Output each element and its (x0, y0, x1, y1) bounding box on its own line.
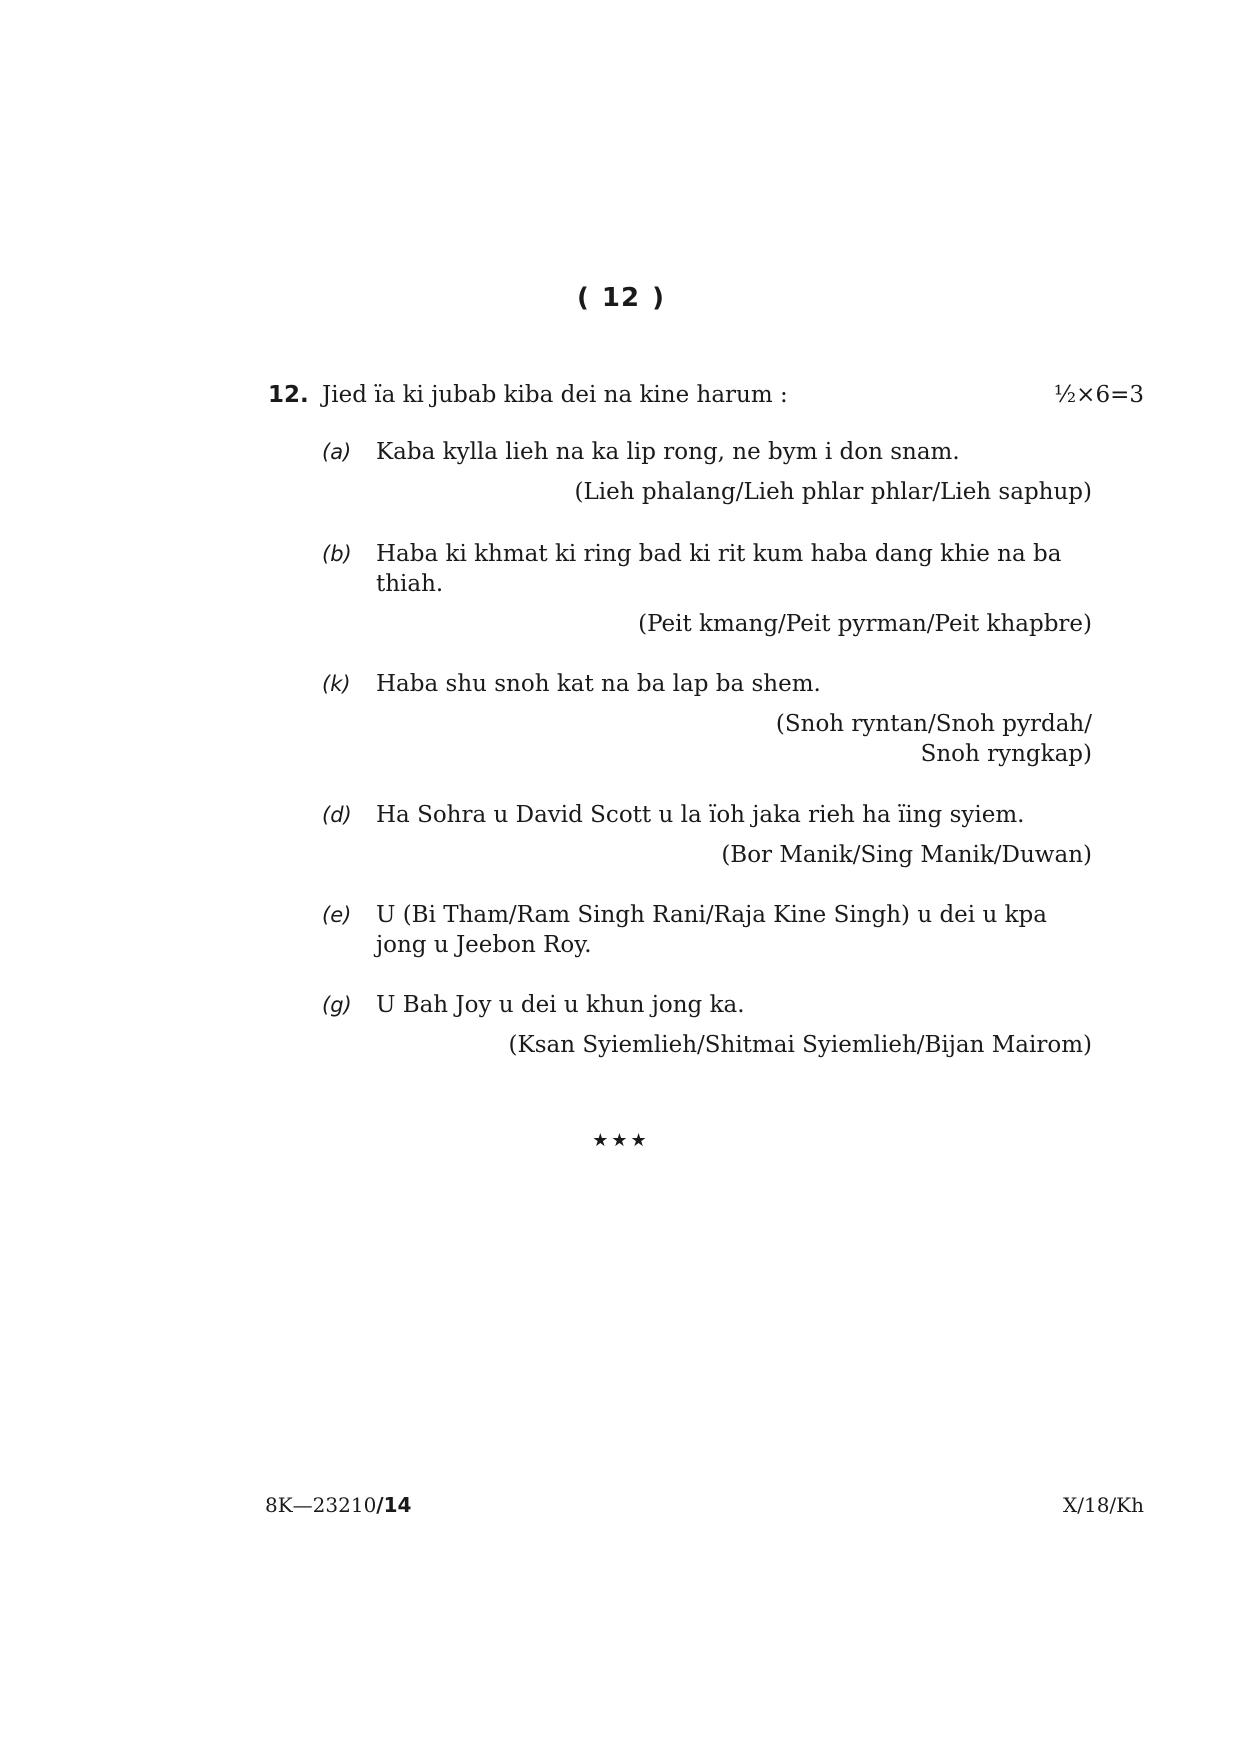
question-item-e (322, 900, 1092, 960)
item-options (322, 609, 1092, 639)
item-option-line: (Snoh ryntan/Snoh pyrdah/ (775, 711, 1092, 737)
footer-subject-code: X/18/Kh (1063, 1493, 1144, 1517)
question-item-a (322, 437, 1092, 507)
footer-code (265, 1493, 411, 1517)
item-option-line: Snoh ryngkap) (920, 741, 1092, 767)
footer-code-suffix: /14 (376, 1493, 412, 1517)
item-statement: Haba shu snoh kat na ba lap ba shem. (376, 671, 821, 697)
item-options (322, 1030, 1092, 1060)
item-label: (k) (322, 672, 351, 696)
item-option-line: (Peit kmang/Peit pyrman/Peit khapbre) (638, 611, 1092, 637)
item-label: (e) (322, 903, 352, 927)
item-label: (a) (322, 440, 352, 464)
question-item-b (322, 539, 1092, 639)
question-marks: ½×6=3 (1053, 382, 1144, 408)
item-label: (g) (322, 993, 352, 1017)
item-label: (d) (322, 803, 352, 827)
item-option-line: (Bor Manik/Sing Manik/Duwan) (721, 842, 1092, 868)
item-label: (b) (322, 542, 352, 566)
item-options (322, 840, 1092, 870)
page-number: ( 12 ) (577, 283, 665, 313)
item-statement: Ha Sohra u David Scott u la ïoh jaka rieh ha ïing syiem. (376, 802, 1025, 828)
question-item-g (322, 990, 1092, 1060)
end-stars: ★★★ (592, 1130, 650, 1151)
item-statement: Haba ki khmat ki ring bad ki rit kum haba dang khie na ba thiah. (376, 541, 1062, 597)
item-option-line: (Lieh phalang/Lieh phlar phlar/Lieh saphup) (574, 479, 1092, 505)
question-number: 12. (268, 382, 309, 408)
item-statement: U Bah Joy u dei u khun jong ka. (376, 992, 745, 1018)
item-statement: U (Bi Tham/Ram Singh Rani/Raja Kine Singh) u dei u kpa jong u Jeebon Roy. (376, 902, 1047, 958)
question-text: Jied ïa ki jubab kiba dei na kine harum : (322, 382, 788, 408)
question-item-k (322, 669, 1092, 769)
item-options (322, 477, 1092, 507)
item-statement: Kaba kylla lieh na ka lip rong, ne bym i don snam. (376, 439, 960, 465)
item-options (322, 709, 1092, 769)
footer-code-prefix: 8K—23210 (265, 1493, 377, 1517)
item-option-line: (Ksan Syiemlieh/Shitmai Syiemlieh/Bijan Mairom) (508, 1032, 1092, 1058)
question-item-d (322, 800, 1092, 870)
